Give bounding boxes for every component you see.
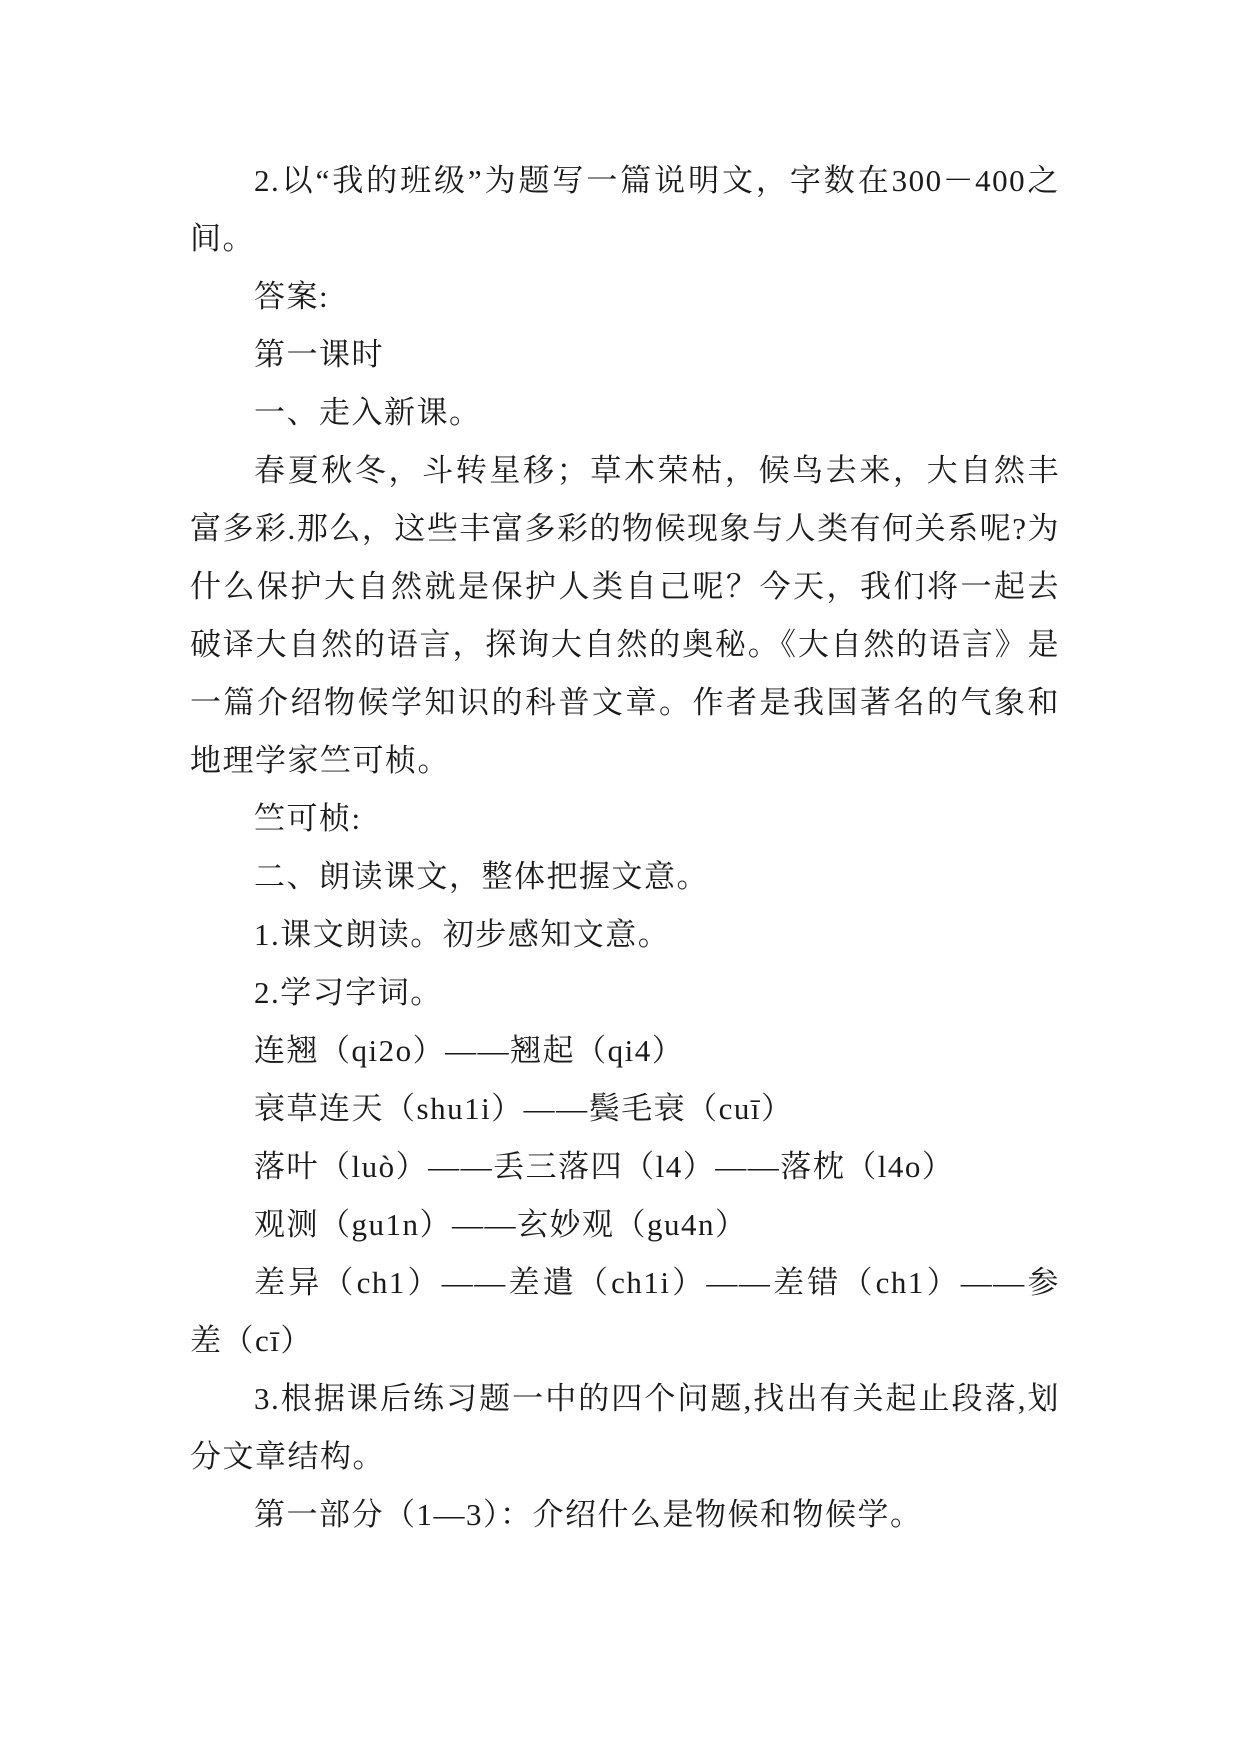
vocab-line: 观测（gu1n）——玄妙观（gu4n） xyxy=(254,1207,748,1242)
lesson-heading: 第一课时 xyxy=(254,337,384,372)
vocab-line: 差异（ch1）——差遣（ch1i）——差错（ch1）——参差（cī） xyxy=(190,1265,1060,1358)
part-one-summary: 第一部分（1—3）：介绍什么是物候和物候学。 xyxy=(254,1497,923,1532)
vocab-line: 衰草连天（shu1i）——鬓毛衰（cuī） xyxy=(254,1091,794,1126)
section-one-heading: 一、走入新课。 xyxy=(254,395,482,430)
answer-heading: 答案: xyxy=(254,279,330,314)
vocab-line: 连翘（qi2o）——翘起（qi4） xyxy=(254,1033,685,1068)
author-label: 竺可桢: xyxy=(254,801,362,836)
step-reading: 1.课文朗读。初步感知文意。 xyxy=(254,917,671,952)
question-two-paragraph: 2.以“我的班级”为题写一篇说明文，字数在300－400之间。 xyxy=(190,163,1060,256)
step-structure: 3.根据课后练习题一中的四个问题,找出有关起止段落,划分文章结构。 xyxy=(190,1381,1060,1474)
vocab-line: 落叶（luò）——丢三落四（l4）——落枕（l4o） xyxy=(254,1149,955,1184)
section-two-heading: 二、朗读课文，整体把握文意。 xyxy=(254,859,709,894)
intro-paragraph: 春夏秋冬，斗转星移；草木荣枯，候鸟去来，大自然丰富多彩.那么，这些丰富多彩的物候现象与人类有何关系呢?为什么保护大自然就是保护人类自己呢？今天，我们将一起去破译大自然的语言，探询大自然的奥秘。《大自然的语言》是一篇介绍物候学知识的科普文章。作者是我国著名的气象和地理学家竺可桢。 xyxy=(190,453,1060,778)
document-page xyxy=(190,152,1060,1544)
step-vocabulary: 2.学习字词。 xyxy=(254,975,443,1010)
